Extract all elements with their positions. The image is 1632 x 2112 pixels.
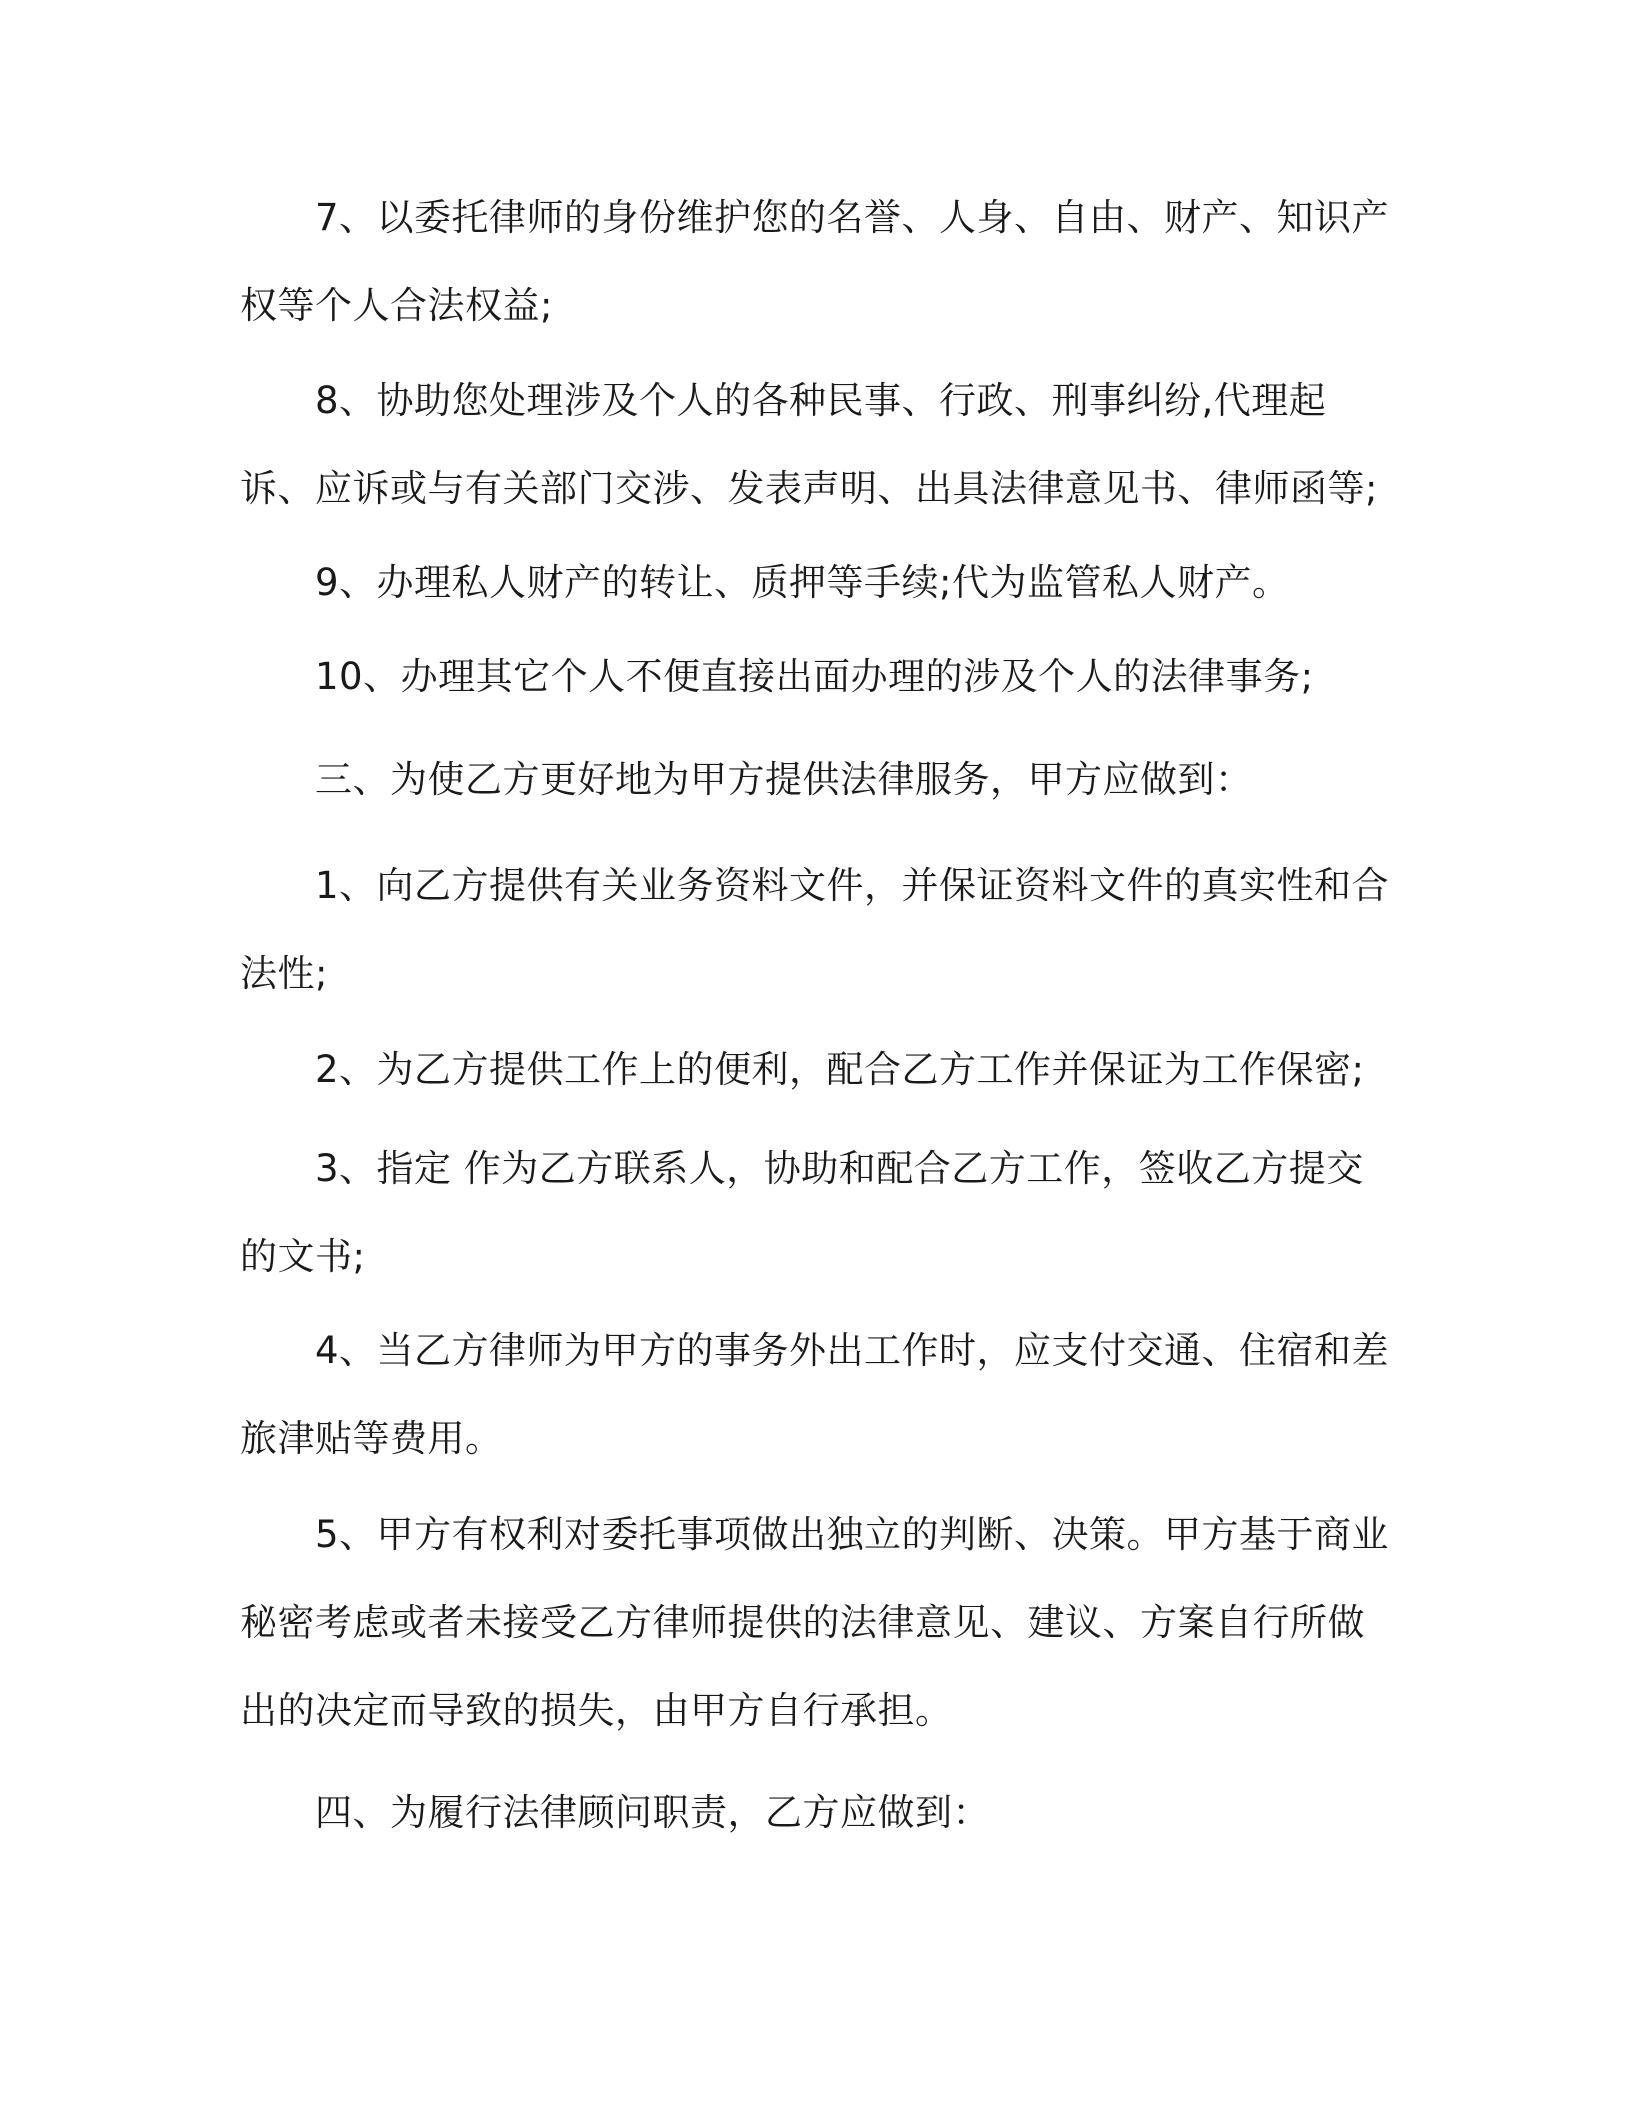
obligation-item-5: 5、甲方有权利对委托事项做出独立的判断、决策。甲方基于商业秘密考虑或者未接受乙方律师提供的法律意见、建议、方案自行所做出的决定而导致的损失，由甲方自行承担。 xyxy=(240,1513,1390,1732)
paragraph-item-10: 10、办理其它个人不便直接出面办理的涉及个人的法律事务; xyxy=(315,655,1314,698)
paragraph-item-7: 7、以委托律师的身份维护您的名誉、人身、自由、财产、知识产权等个人合法权益; xyxy=(240,196,1390,327)
obligation-item-3: 3、指定 作为乙方联系人，协助和配合乙方工作，签收乙方提交的文书; xyxy=(240,1147,1364,1278)
paragraph-item-9: 9、办理私人财产的转让、质押等手续;代为监管私人财产。 xyxy=(315,561,1290,604)
obligation-item-1: 1、向乙方提供有关业务资料文件，并保证资料文件的真实性和合法性; xyxy=(240,864,1390,995)
section-heading-3: 三、为使乙方更好地为甲方提供法律服务，甲方应做到： xyxy=(315,758,1253,801)
obligation-item-4: 4、当乙方律师为甲方的事务外出工作时，应支付交通、住宿和差旅津贴等费用。 xyxy=(240,1329,1390,1460)
paragraph-item-8: 8、协助您处理涉及个人的各种民事、行政、刑事纠纷,代理起诉、应诉或与有关部门交涉、发表声明、出具法律意见书、律师函等; xyxy=(240,379,1378,510)
section-heading-4: 四、为履行法律顾问职责，乙方应做到： xyxy=(315,1791,990,1834)
obligation-item-2: 2、为乙方提供工作上的便利，配合乙方工作并保证为工作保密; xyxy=(315,1048,1365,1091)
